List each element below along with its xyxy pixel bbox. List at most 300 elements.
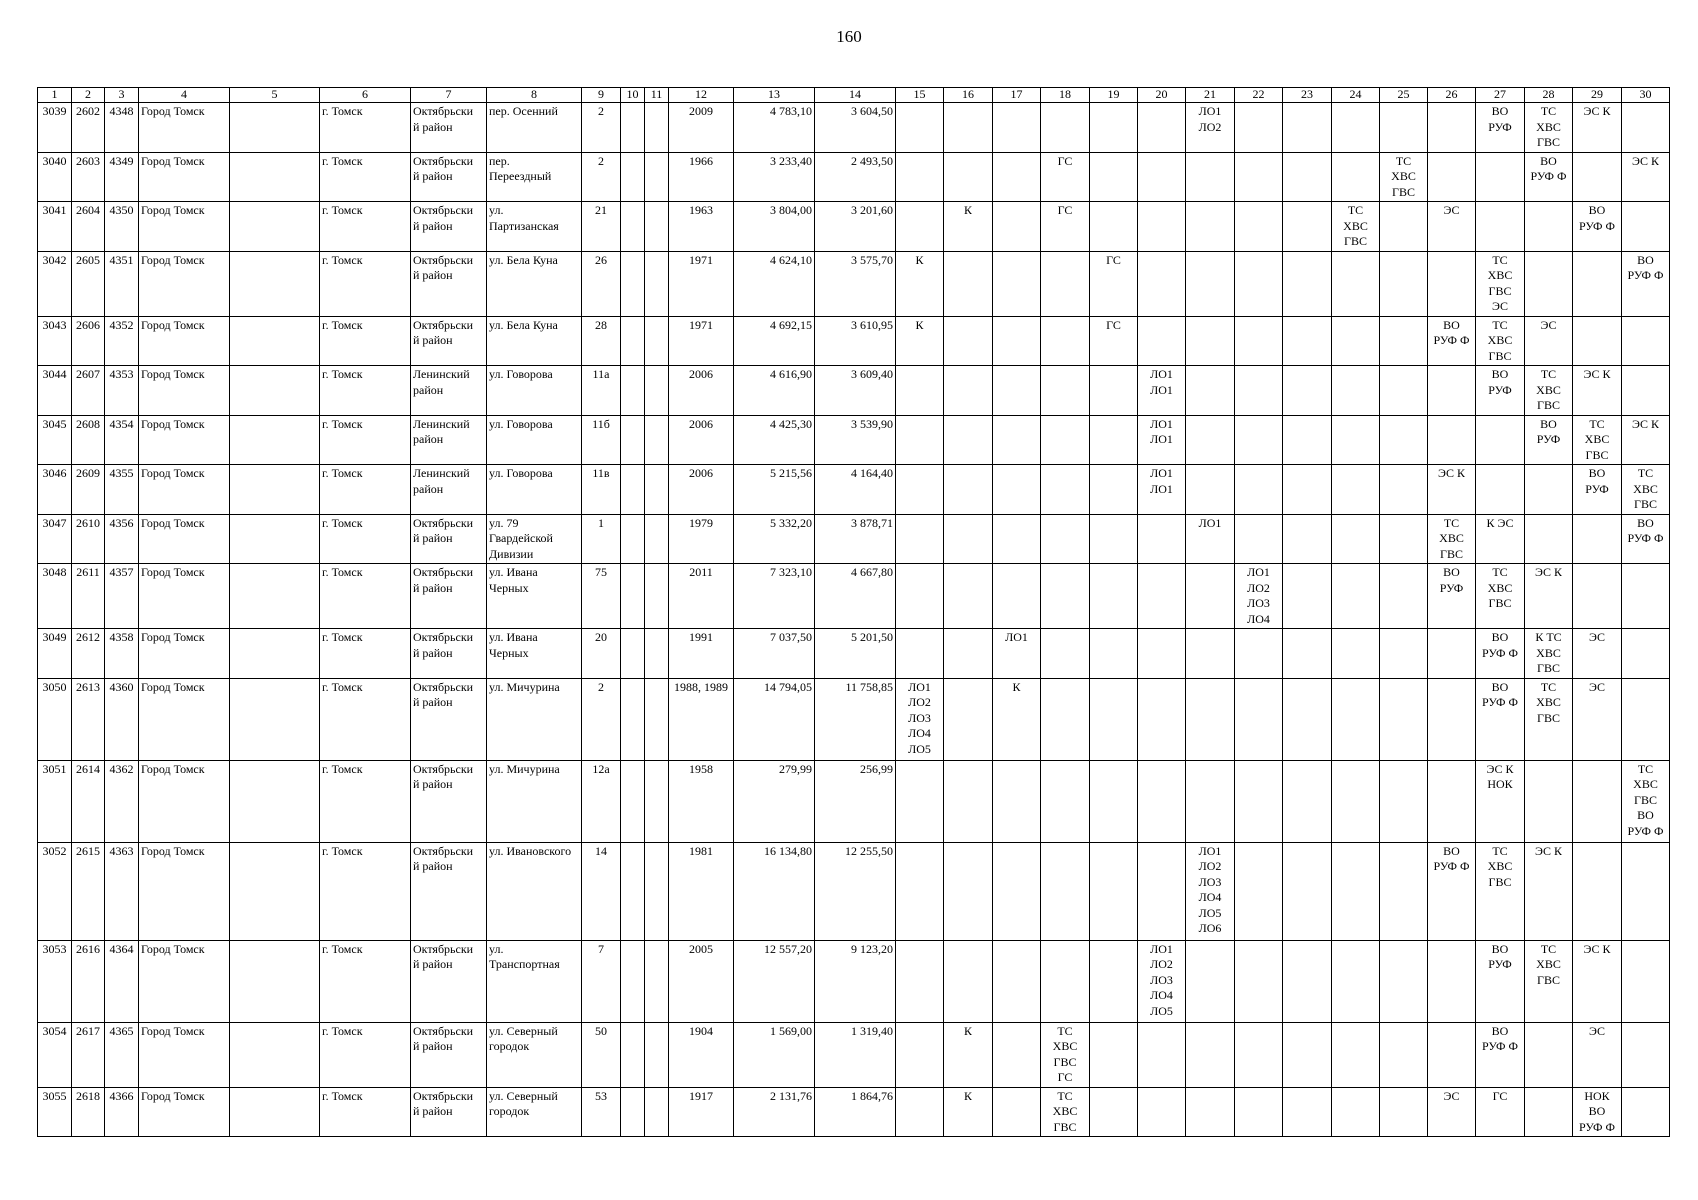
- table-cell: [621, 316, 645, 366]
- column-header: 18: [1041, 88, 1090, 103]
- column-header: 27: [1476, 88, 1525, 103]
- table-cell: [1332, 842, 1380, 940]
- table-cell: [896, 465, 944, 515]
- column-header: 29: [1573, 88, 1622, 103]
- table-cell: 2006: [669, 366, 734, 416]
- table-cell: 3 575,70: [815, 251, 896, 316]
- table-cell: [1235, 251, 1283, 316]
- table-cell: 4351: [105, 251, 139, 316]
- table-cell: 3041: [38, 202, 72, 252]
- table-cell: [1525, 1022, 1573, 1087]
- table-cell: г. Томск: [320, 842, 411, 940]
- column-header: 17: [993, 88, 1041, 103]
- table-cell: [1090, 629, 1138, 679]
- table-cell: ЭС: [1525, 316, 1573, 366]
- table-cell: ЭС К: [1573, 940, 1622, 1022]
- table-cell: [1283, 366, 1332, 416]
- table-cell: 2603: [72, 152, 105, 202]
- table-cell: 2011: [669, 564, 734, 629]
- table-row: [38, 415, 1670, 465]
- table-cell: 4357: [105, 564, 139, 629]
- table-cell: НОК ВО РУФ Ф: [1573, 1087, 1622, 1137]
- table-cell: Октябрьски й район: [411, 1087, 487, 1137]
- table-cell: ЭС К: [1428, 465, 1476, 515]
- table-cell: [621, 415, 645, 465]
- table-row: [38, 202, 1670, 252]
- table-cell: [621, 103, 645, 153]
- table-cell: 4 692,15: [734, 316, 815, 366]
- table-cell: [1380, 415, 1428, 465]
- table-cell: [1380, 1022, 1428, 1087]
- table-cell: [1332, 1087, 1380, 1137]
- table-cell: [1041, 842, 1090, 940]
- table-cell: [1622, 1087, 1670, 1137]
- table-cell: 12а: [582, 760, 621, 842]
- column-header: 22: [1235, 88, 1283, 103]
- table-cell: [645, 940, 669, 1022]
- table-cell: 2: [582, 152, 621, 202]
- column-header: 12: [669, 88, 734, 103]
- table-cell: 3039: [38, 103, 72, 153]
- table-cell: 2: [582, 103, 621, 153]
- column-header: 19: [1090, 88, 1138, 103]
- table-cell: ЭС К: [1525, 842, 1573, 940]
- table-cell: 12 255,50: [815, 842, 896, 940]
- table-cell: 1988, 1989: [669, 678, 734, 760]
- table-row: [38, 678, 1670, 760]
- table-cell: [230, 103, 320, 153]
- table-cell: [230, 940, 320, 1022]
- table-cell: Город Томск: [139, 465, 230, 515]
- table-cell: ул. Ивана Черных: [487, 564, 582, 629]
- table-cell: г. Томск: [320, 152, 411, 202]
- table-cell: [1283, 316, 1332, 366]
- table-cell: [1235, 366, 1283, 416]
- table-cell: [944, 678, 993, 760]
- table-cell: [1138, 316, 1186, 366]
- table-cell: [1138, 251, 1186, 316]
- table-cell: Город Томск: [139, 564, 230, 629]
- table-cell: [1235, 940, 1283, 1022]
- table-cell: [621, 465, 645, 515]
- table-cell: ВО РУФ Ф: [1428, 316, 1476, 366]
- table-cell: Город Томск: [139, 1022, 230, 1087]
- table-cell: [230, 202, 320, 252]
- table-cell: [230, 1087, 320, 1137]
- table-cell: [1186, 1022, 1235, 1087]
- table-cell: [1622, 1022, 1670, 1087]
- table-cell: 3055: [38, 1087, 72, 1137]
- table-cell: [1573, 316, 1622, 366]
- table-cell: Город Томск: [139, 760, 230, 842]
- table-cell: [896, 366, 944, 416]
- table-cell: [993, 465, 1041, 515]
- table-cell: [1428, 251, 1476, 316]
- table-cell: [1525, 1087, 1573, 1137]
- table-cell: [1235, 760, 1283, 842]
- table-cell: 2606: [72, 316, 105, 366]
- table-cell: ТС ХВС ГВС: [1525, 678, 1573, 760]
- table-cell: ВО РУФ Ф: [1622, 514, 1670, 564]
- table-cell: [896, 940, 944, 1022]
- table-cell: 4358: [105, 629, 139, 679]
- table-cell: ЭС: [1428, 202, 1476, 252]
- table-cell: [1186, 1087, 1235, 1137]
- table-cell: [1090, 564, 1138, 629]
- table-cell: 2610: [72, 514, 105, 564]
- table-cell: [1186, 202, 1235, 252]
- table-cell: 53: [582, 1087, 621, 1137]
- table-cell: [944, 940, 993, 1022]
- table-cell: [621, 760, 645, 842]
- table-cell: [1041, 366, 1090, 416]
- table-cell: 1 864,76: [815, 1087, 896, 1137]
- table-cell: [1332, 564, 1380, 629]
- table-cell: [1235, 152, 1283, 202]
- table-cell: [1428, 152, 1476, 202]
- table-cell: [1090, 760, 1138, 842]
- table-cell: 2005: [669, 940, 734, 1022]
- table-cell: г. Томск: [320, 251, 411, 316]
- table-cell: ВО РУФ Ф: [1622, 251, 1670, 316]
- table-cell: [230, 316, 320, 366]
- table-cell: [1573, 152, 1622, 202]
- table-cell: ул. Мичурина: [487, 760, 582, 842]
- table-cell: ул. Северный городок: [487, 1087, 582, 1137]
- table-cell: 3 233,40: [734, 152, 815, 202]
- table-cell: [993, 152, 1041, 202]
- table-cell: [1090, 465, 1138, 515]
- table-cell: [1622, 202, 1670, 252]
- table-cell: [230, 564, 320, 629]
- table-cell: ГС: [1476, 1087, 1525, 1137]
- column-header: 11: [645, 88, 669, 103]
- table-row: [38, 842, 1670, 940]
- table-cell: [1090, 202, 1138, 252]
- column-header: 15: [896, 88, 944, 103]
- column-header: 24: [1332, 88, 1380, 103]
- table-cell: [621, 514, 645, 564]
- table-cell: [1090, 514, 1138, 564]
- table-cell: 3049: [38, 629, 72, 679]
- table-cell: [1573, 842, 1622, 940]
- table-cell: ЛО1 ЛО2 ЛО3 ЛО4 ЛО5 ЛО6: [1186, 842, 1235, 940]
- table-cell: 2006: [669, 465, 734, 515]
- table-cell: [230, 251, 320, 316]
- table-cell: [944, 514, 993, 564]
- table-cell: ЛО1 ЛО2 ЛО3 ЛО4: [1235, 564, 1283, 629]
- table-cell: [1622, 316, 1670, 366]
- table-cell: 1917: [669, 1087, 734, 1137]
- table-cell: 12 557,20: [734, 940, 815, 1022]
- table-cell: ЭС К: [1622, 415, 1670, 465]
- table-row: [38, 760, 1670, 842]
- table-cell: [1138, 152, 1186, 202]
- table-cell: [1332, 629, 1380, 679]
- table-cell: ЭС: [1573, 678, 1622, 760]
- column-header: 3: [105, 88, 139, 103]
- table-row: [38, 1087, 1670, 1137]
- table-cell: [1041, 760, 1090, 842]
- table-cell: 3 878,71: [815, 514, 896, 564]
- table-cell: [230, 1022, 320, 1087]
- table-cell: [1041, 514, 1090, 564]
- table-cell: 3 604,50: [815, 103, 896, 153]
- table-cell: 3052: [38, 842, 72, 940]
- table-cell: 3 201,60: [815, 202, 896, 252]
- table-cell: [1138, 103, 1186, 153]
- table-cell: [1525, 251, 1573, 316]
- table-row: [38, 152, 1670, 202]
- table-cell: [1428, 415, 1476, 465]
- table-cell: 2612: [72, 629, 105, 679]
- table-cell: [1332, 940, 1380, 1022]
- table-cell: ВО РУФ Ф: [1476, 629, 1525, 679]
- table-cell: [1138, 760, 1186, 842]
- table-cell: г. Томск: [320, 629, 411, 679]
- table-cell: 4 667,80: [815, 564, 896, 629]
- table-cell: ЛО1 ЛО2: [1186, 103, 1235, 153]
- table-cell: 2: [582, 678, 621, 760]
- table-cell: [1380, 316, 1428, 366]
- table-cell: пер. Осенний: [487, 103, 582, 153]
- table-cell: [645, 514, 669, 564]
- table-cell: Город Томск: [139, 629, 230, 679]
- table-cell: [645, 842, 669, 940]
- table-cell: 11а: [582, 366, 621, 416]
- table-cell: [1332, 678, 1380, 760]
- table-cell: пер. Переездный: [487, 152, 582, 202]
- table-cell: ГС: [1090, 316, 1138, 366]
- table-cell: 3044: [38, 366, 72, 416]
- column-header: 20: [1138, 88, 1186, 103]
- table-cell: [645, 366, 669, 416]
- table-cell: ТС ХВС ГВС ВО РУФ Ф: [1622, 760, 1670, 842]
- table-cell: ул. Говорова: [487, 366, 582, 416]
- table-cell: 2613: [72, 678, 105, 760]
- table-cell: [993, 316, 1041, 366]
- housing-register-table: [37, 87, 1670, 1137]
- table-cell: [1186, 415, 1235, 465]
- table-cell: г. Томск: [320, 202, 411, 252]
- table-cell: 4 783,10: [734, 103, 815, 153]
- table-cell: ул. Транспортная: [487, 940, 582, 1022]
- table-cell: [1428, 940, 1476, 1022]
- table-cell: 4366: [105, 1087, 139, 1137]
- table-cell: [1332, 152, 1380, 202]
- table-cell: [1235, 415, 1283, 465]
- table-cell: 9 123,20: [815, 940, 896, 1022]
- table-cell: 2614: [72, 760, 105, 842]
- table-cell: К: [944, 1087, 993, 1137]
- table-cell: 1958: [669, 760, 734, 842]
- table-cell: 5 201,50: [815, 629, 896, 679]
- table-cell: [1041, 251, 1090, 316]
- table-cell: 75: [582, 564, 621, 629]
- table-cell: г. Томск: [320, 1022, 411, 1087]
- table-row: [38, 251, 1670, 316]
- table-cell: 7 323,10: [734, 564, 815, 629]
- table-cell: [1332, 1022, 1380, 1087]
- table-cell: 2607: [72, 366, 105, 416]
- table-cell: 3053: [38, 940, 72, 1022]
- table-cell: [621, 1087, 645, 1137]
- table-cell: Октябрьски й район: [411, 514, 487, 564]
- table-cell: Октябрьски й район: [411, 103, 487, 153]
- table-cell: [1380, 465, 1428, 515]
- column-header: 25: [1380, 88, 1428, 103]
- table-cell: 21: [582, 202, 621, 252]
- table-cell: [993, 103, 1041, 153]
- table-row: [38, 514, 1670, 564]
- table-cell: [1283, 1022, 1332, 1087]
- table-cell: [993, 202, 1041, 252]
- table-cell: 1 319,40: [815, 1022, 896, 1087]
- table-cell: [1380, 514, 1428, 564]
- table-cell: Октябрьски й район: [411, 316, 487, 366]
- table-cell: Октябрьски й район: [411, 152, 487, 202]
- table-cell: 4353: [105, 366, 139, 416]
- table-cell: ЭС К НОК: [1476, 760, 1525, 842]
- table-cell: [1138, 202, 1186, 252]
- table-row: [38, 366, 1670, 416]
- table-cell: ЭС К: [1573, 103, 1622, 153]
- table-cell: [1525, 465, 1573, 515]
- table-cell: 4352: [105, 316, 139, 366]
- table-cell: [645, 564, 669, 629]
- table-cell: [645, 103, 669, 153]
- table-cell: [944, 842, 993, 940]
- table-cell: ВО РУФ: [1525, 415, 1573, 465]
- table-cell: 3040: [38, 152, 72, 202]
- table-cell: [1283, 564, 1332, 629]
- table-cell: [621, 202, 645, 252]
- table-cell: [645, 251, 669, 316]
- table-cell: 3 609,40: [815, 366, 896, 416]
- table-cell: [1138, 842, 1186, 940]
- table-cell: 3 804,00: [734, 202, 815, 252]
- table-cell: [944, 251, 993, 316]
- table-cell: [944, 316, 993, 366]
- table-cell: ВО РУФ: [1573, 465, 1622, 515]
- table-cell: [230, 629, 320, 679]
- table-cell: 5 215,56: [734, 465, 815, 515]
- table-cell: [896, 103, 944, 153]
- table-cell: [1235, 514, 1283, 564]
- table-cell: [1283, 842, 1332, 940]
- table-cell: [1428, 103, 1476, 153]
- column-header: 14: [815, 88, 896, 103]
- table-cell: ЛО1 ЛО2 ЛО3 ЛО4 ЛО5: [1138, 940, 1186, 1022]
- table-cell: ЛО1 ЛО1: [1138, 465, 1186, 515]
- table-cell: 3050: [38, 678, 72, 760]
- table-cell: г. Томск: [320, 415, 411, 465]
- table-cell: 1971: [669, 316, 734, 366]
- table-cell: [1235, 316, 1283, 366]
- table-cell: Город Томск: [139, 316, 230, 366]
- table-cell: [621, 366, 645, 416]
- table-cell: [1041, 629, 1090, 679]
- table-cell: К: [896, 316, 944, 366]
- table-cell: [993, 1022, 1041, 1087]
- table-cell: [896, 415, 944, 465]
- table-cell: 26: [582, 251, 621, 316]
- table-cell: [230, 152, 320, 202]
- table-cell: Город Томск: [139, 152, 230, 202]
- table-cell: 11б: [582, 415, 621, 465]
- table-cell: ВО РУФ Ф: [1428, 842, 1476, 940]
- table-cell: [645, 202, 669, 252]
- table-cell: Город Томск: [139, 202, 230, 252]
- table-cell: 1979: [669, 514, 734, 564]
- table-cell: [621, 629, 645, 679]
- table-cell: [896, 842, 944, 940]
- table-cell: [1380, 940, 1428, 1022]
- table-cell: [1186, 629, 1235, 679]
- table-cell: ЛО1 ЛО1: [1138, 415, 1186, 465]
- table-cell: 4354: [105, 415, 139, 465]
- table-cell: [944, 103, 993, 153]
- table-cell: 4363: [105, 842, 139, 940]
- table-cell: Город Томск: [139, 514, 230, 564]
- column-header: 9: [582, 88, 621, 103]
- table-cell: 4 425,30: [734, 415, 815, 465]
- table-cell: [896, 152, 944, 202]
- table-cell: Октябрьски й район: [411, 842, 487, 940]
- table-cell: [1428, 366, 1476, 416]
- table-cell: 11 758,85: [815, 678, 896, 760]
- table-cell: ВО РУФ Ф: [1476, 1022, 1525, 1087]
- table-cell: [645, 629, 669, 679]
- table-row: [38, 465, 1670, 515]
- table-cell: [1332, 316, 1380, 366]
- table-cell: Октябрьски й район: [411, 760, 487, 842]
- table-cell: [645, 760, 669, 842]
- table-cell: Октябрьски й район: [411, 564, 487, 629]
- table-cell: Город Томск: [139, 678, 230, 760]
- table-cell: [1090, 415, 1138, 465]
- table-cell: [1332, 415, 1380, 465]
- table-cell: [1380, 678, 1428, 760]
- table-cell: ул. Бела Куна: [487, 251, 582, 316]
- table-cell: [1283, 415, 1332, 465]
- table-cell: [1041, 415, 1090, 465]
- table-cell: [1476, 465, 1525, 515]
- table-cell: [230, 415, 320, 465]
- table-row: [38, 316, 1670, 366]
- table-cell: 4355: [105, 465, 139, 515]
- page-number: 160: [836, 27, 862, 46]
- table-cell: 2618: [72, 1087, 105, 1137]
- table-cell: ТС ХВС ГВС: [1380, 152, 1428, 202]
- table-cell: [1090, 678, 1138, 760]
- table-cell: [621, 678, 645, 760]
- table-cell: ЭС: [1573, 1022, 1622, 1087]
- table-cell: г. Томск: [320, 760, 411, 842]
- table-cell: 4364: [105, 940, 139, 1022]
- table-cell: [1332, 465, 1380, 515]
- table-cell: ул. Говорова: [487, 415, 582, 465]
- table-cell: 2605: [72, 251, 105, 316]
- table-cell: [1428, 760, 1476, 842]
- table-row: [38, 103, 1670, 153]
- table-cell: [1283, 678, 1332, 760]
- table-cell: ЭС: [1573, 629, 1622, 679]
- table-cell: [1235, 1022, 1283, 1087]
- table-cell: [1235, 1087, 1283, 1137]
- column-header: 26: [1428, 88, 1476, 103]
- table-cell: [993, 564, 1041, 629]
